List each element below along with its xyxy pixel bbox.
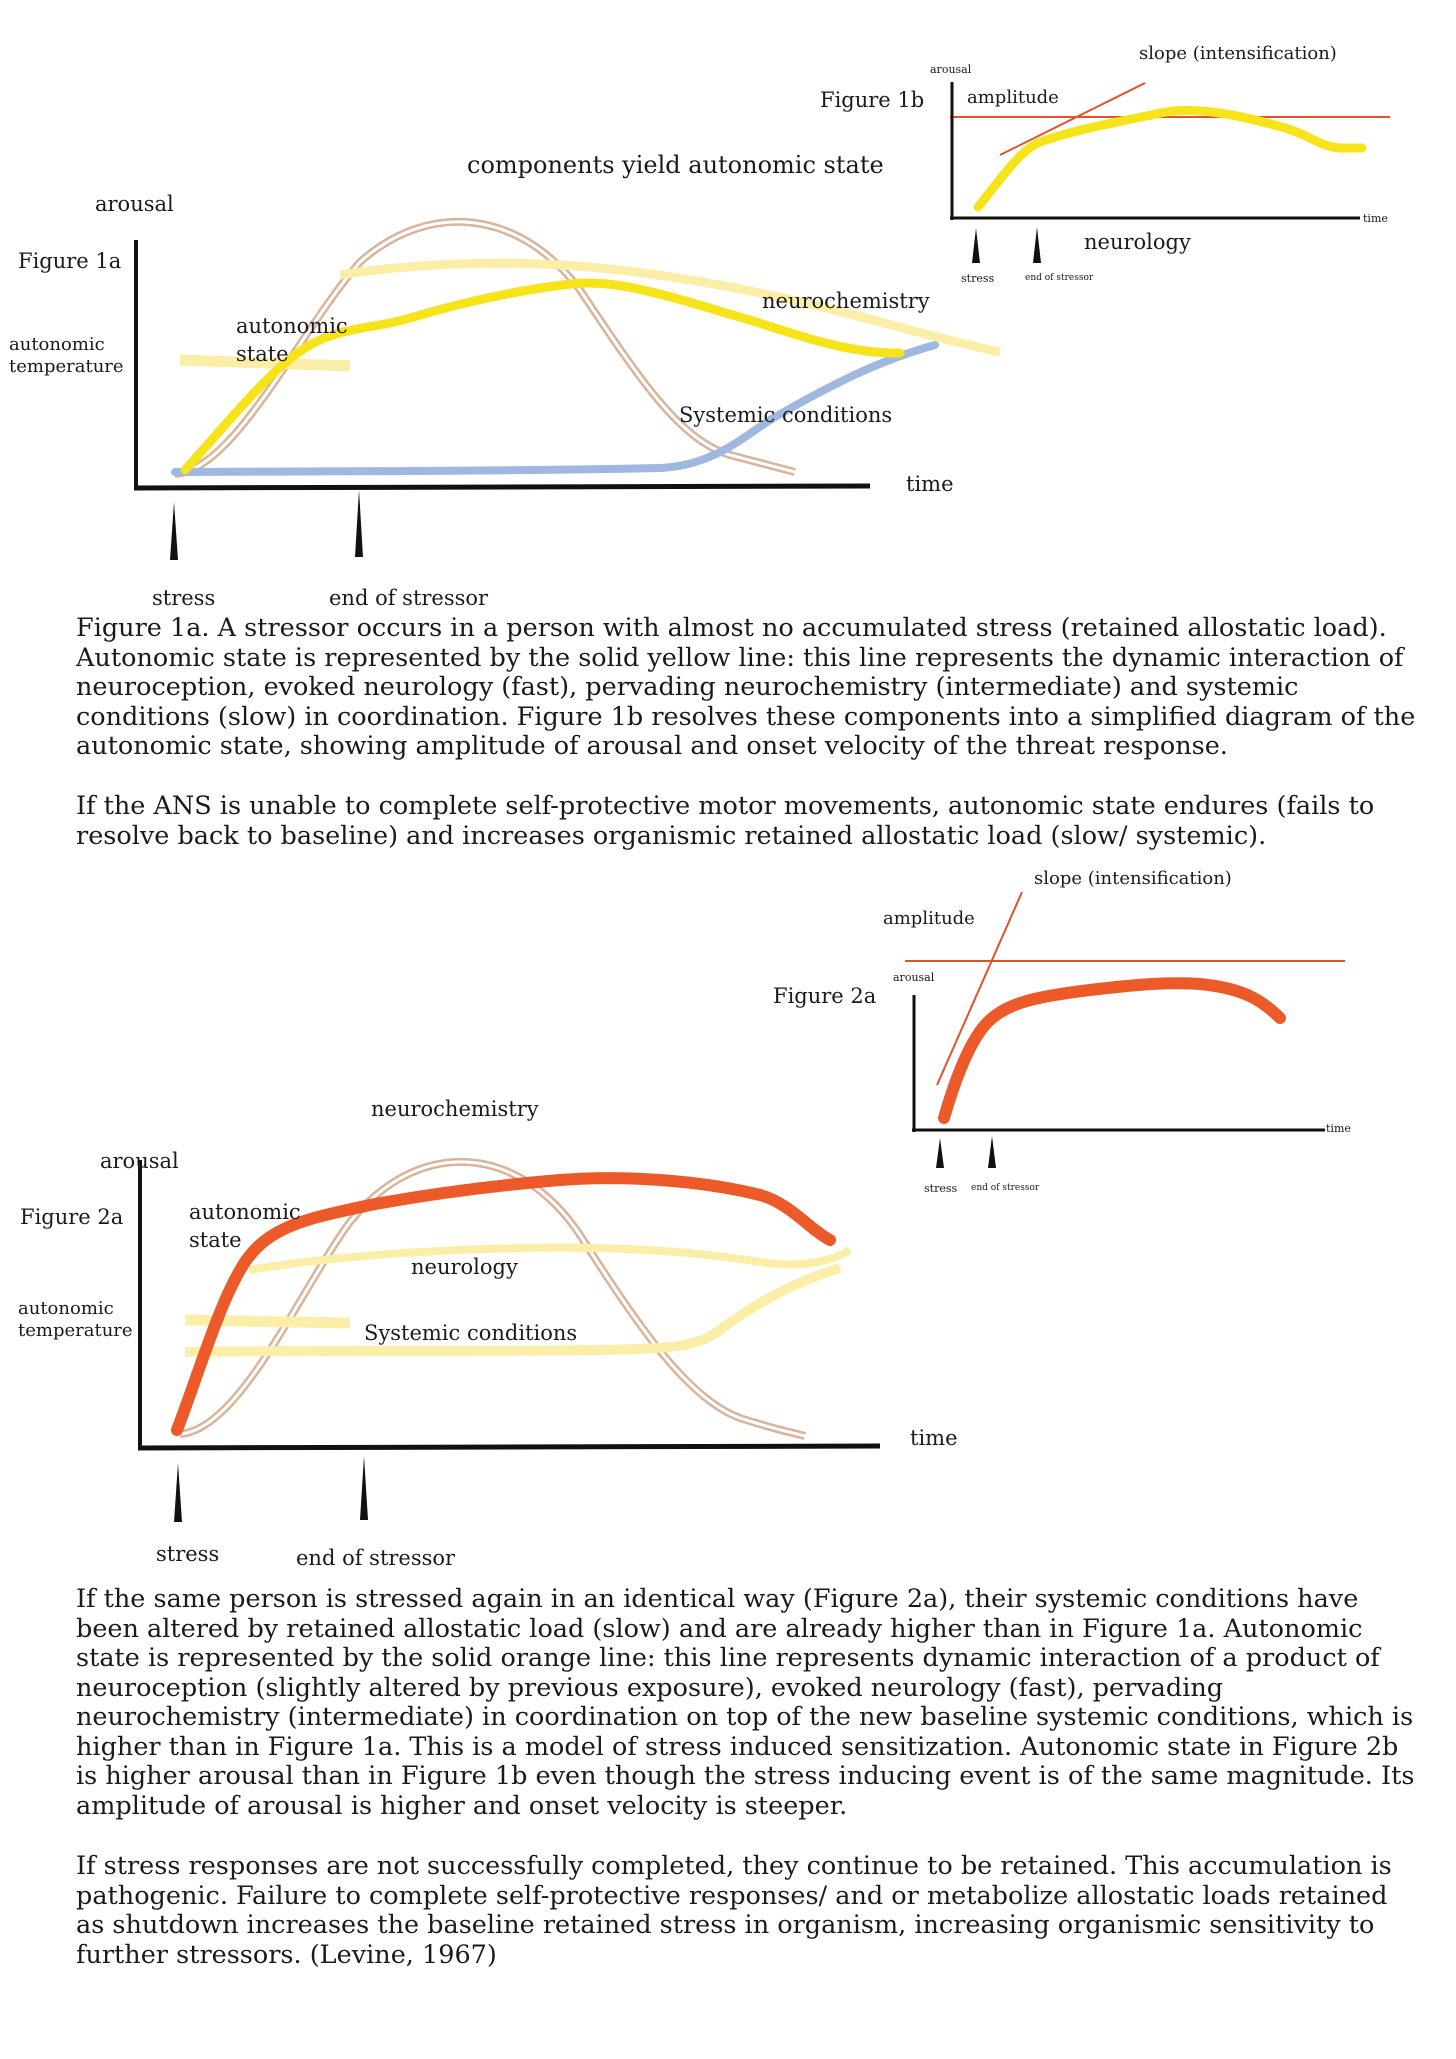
fig2b-figure-label: Figure 2a: [773, 984, 877, 1008]
fig1b-y-label: arousal: [930, 63, 972, 76]
fig1a-x-label: time: [906, 472, 954, 496]
fig1a-y-label: arousal: [95, 192, 174, 216]
fig1a-stress-marker: [170, 502, 178, 560]
fig1a-end-label: end of stressor: [329, 586, 489, 610]
fig1a-neurochemistry-label: neurochemistry: [762, 289, 930, 313]
fig2b-stress-marker: [936, 1138, 944, 1168]
fig1a-systemic-label: Systemic conditions: [679, 403, 893, 427]
fig2a-stress-marker: [174, 1463, 182, 1522]
fig2a-autonomic-state-label: autonomic state: [189, 1200, 301, 1252]
fig1b-end-marker: [1033, 227, 1041, 263]
fig1a-heading: components yield autonomic state: [467, 151, 884, 179]
caption-paragraph-2: If the ANS is unable to complete self-protective motor movements, autonomic state endures (fails to resolve back to baseline) and increases organismic retained allostatic load (slow/ systemic).: [76, 791, 1375, 851]
fig2a-systemic-label: Systemic conditions: [364, 1321, 578, 1345]
fig2b-end-label: end of stressor: [971, 1183, 1040, 1193]
fig1b-x-label: time: [1363, 212, 1388, 225]
fig2a-y-label: arousal: [100, 1149, 179, 1173]
fig2a-baseline-label: autonomic temperature: [18, 1298, 133, 1341]
fig1a-figure-label: Figure 1a: [18, 249, 122, 273]
fig2a-x-axis: [138, 1446, 880, 1448]
fig1b-amplitude-label: amplitude: [967, 87, 1059, 108]
fig2b-slope-label: slope (intensification): [1034, 868, 1232, 889]
fig1a-end-marker: [355, 490, 363, 557]
fig1a-stress-label: stress: [152, 586, 216, 610]
fig1b-stress-label: stress: [961, 272, 995, 285]
fig2a-stress-label: stress: [156, 1542, 220, 1566]
fig1a-graphic: [134, 222, 1000, 560]
fig1b-slope-label: slope (intensification): [1139, 43, 1337, 64]
caption-paragraph-1: Figure 1a. A stressor occurs in a person with almost no accumulated stress (retained allostatic load). Autonomic state is represented by the solid yellow line: this line represents the dynamic interaction of neuroception, evoked neurology (fast), pervading neurochemistry (intermediate) and systemic conditions (slow) in coordination. Figure 1b resolves these components into a simplified diagram of the autonomic state, showing amplitude of arousal and onset velocity of the threat response.: [76, 613, 1416, 761]
fig2b-stress-label: stress: [924, 1182, 958, 1195]
fig1b-end-label: end of stressor: [1025, 273, 1094, 283]
fig2a-figure-label: Figure 2a: [20, 1205, 124, 1229]
fig2a-neurology-label: neurology: [411, 1255, 518, 1279]
caption-paragraph-3: If the same person is stressed again in an identical way (Figure 2a), their systemic conditions have been altered by retained allostatic load (slow) and are already higher than in Figure 1a. Autonomic state is represented by the solid orange line: this line represents dynamic interaction of a product of neuroception (slightly altered by previous exposure), evoked neurology (fast), pervading neurochemistry (intermediate) in coordination on top of the new baseline systemic conditions, which is higher than in Figure 1a. This is a model of stress induced sensitization. Autonomic state in Figure 2b is higher arousal than in Figure 1b even though the stress inducing event is of the same magnitude. Its amplitude of arousal is higher and onset velocity is steeper.: [76, 1584, 1415, 1821]
fig2a-end-label: end of stressor: [296, 1546, 456, 1570]
fig1b-stress-marker: [972, 228, 980, 263]
fig2a-x-label: time: [910, 1426, 958, 1450]
fig2b-autonomic-state-curve: [944, 983, 1280, 1118]
fig1b-autonomic-state-curve: [978, 111, 1362, 207]
fig1a-baseline-label: autonomic temperature: [9, 334, 124, 377]
fig2a-neurology-band: [250, 1248, 850, 1270]
fig2a-end-marker: [360, 1456, 368, 1520]
fig2b-y-label: arousal: [893, 971, 935, 984]
fig2b-amplitude-label: amplitude: [883, 908, 975, 929]
fig1a-autonomic-state-label: autonomic state: [236, 314, 348, 366]
fig1a-x-axis: [134, 486, 870, 488]
fig1b-neurology-label: neurology: [1084, 230, 1191, 254]
fig2a-neurochemistry-label: neurochemistry: [371, 1097, 539, 1121]
caption-paragraph-4: If stress responses are not successfully completed, they continue to be retained. This accumulation is pathogenic. Failure to complete self-protective responses/ and or metabolize allostatic loads retained as shutdown increases the baseline retained stress in organism, increasing organismic sensitivity to further stressors. (Levine, 1967): [76, 1851, 1392, 1970]
fig2b-end-marker: [988, 1136, 996, 1168]
fig2b-x-label: time: [1326, 1122, 1351, 1135]
fig1b-figure-label: Figure 1b: [820, 88, 925, 112]
fig2b-graphic: [905, 892, 1345, 1168]
